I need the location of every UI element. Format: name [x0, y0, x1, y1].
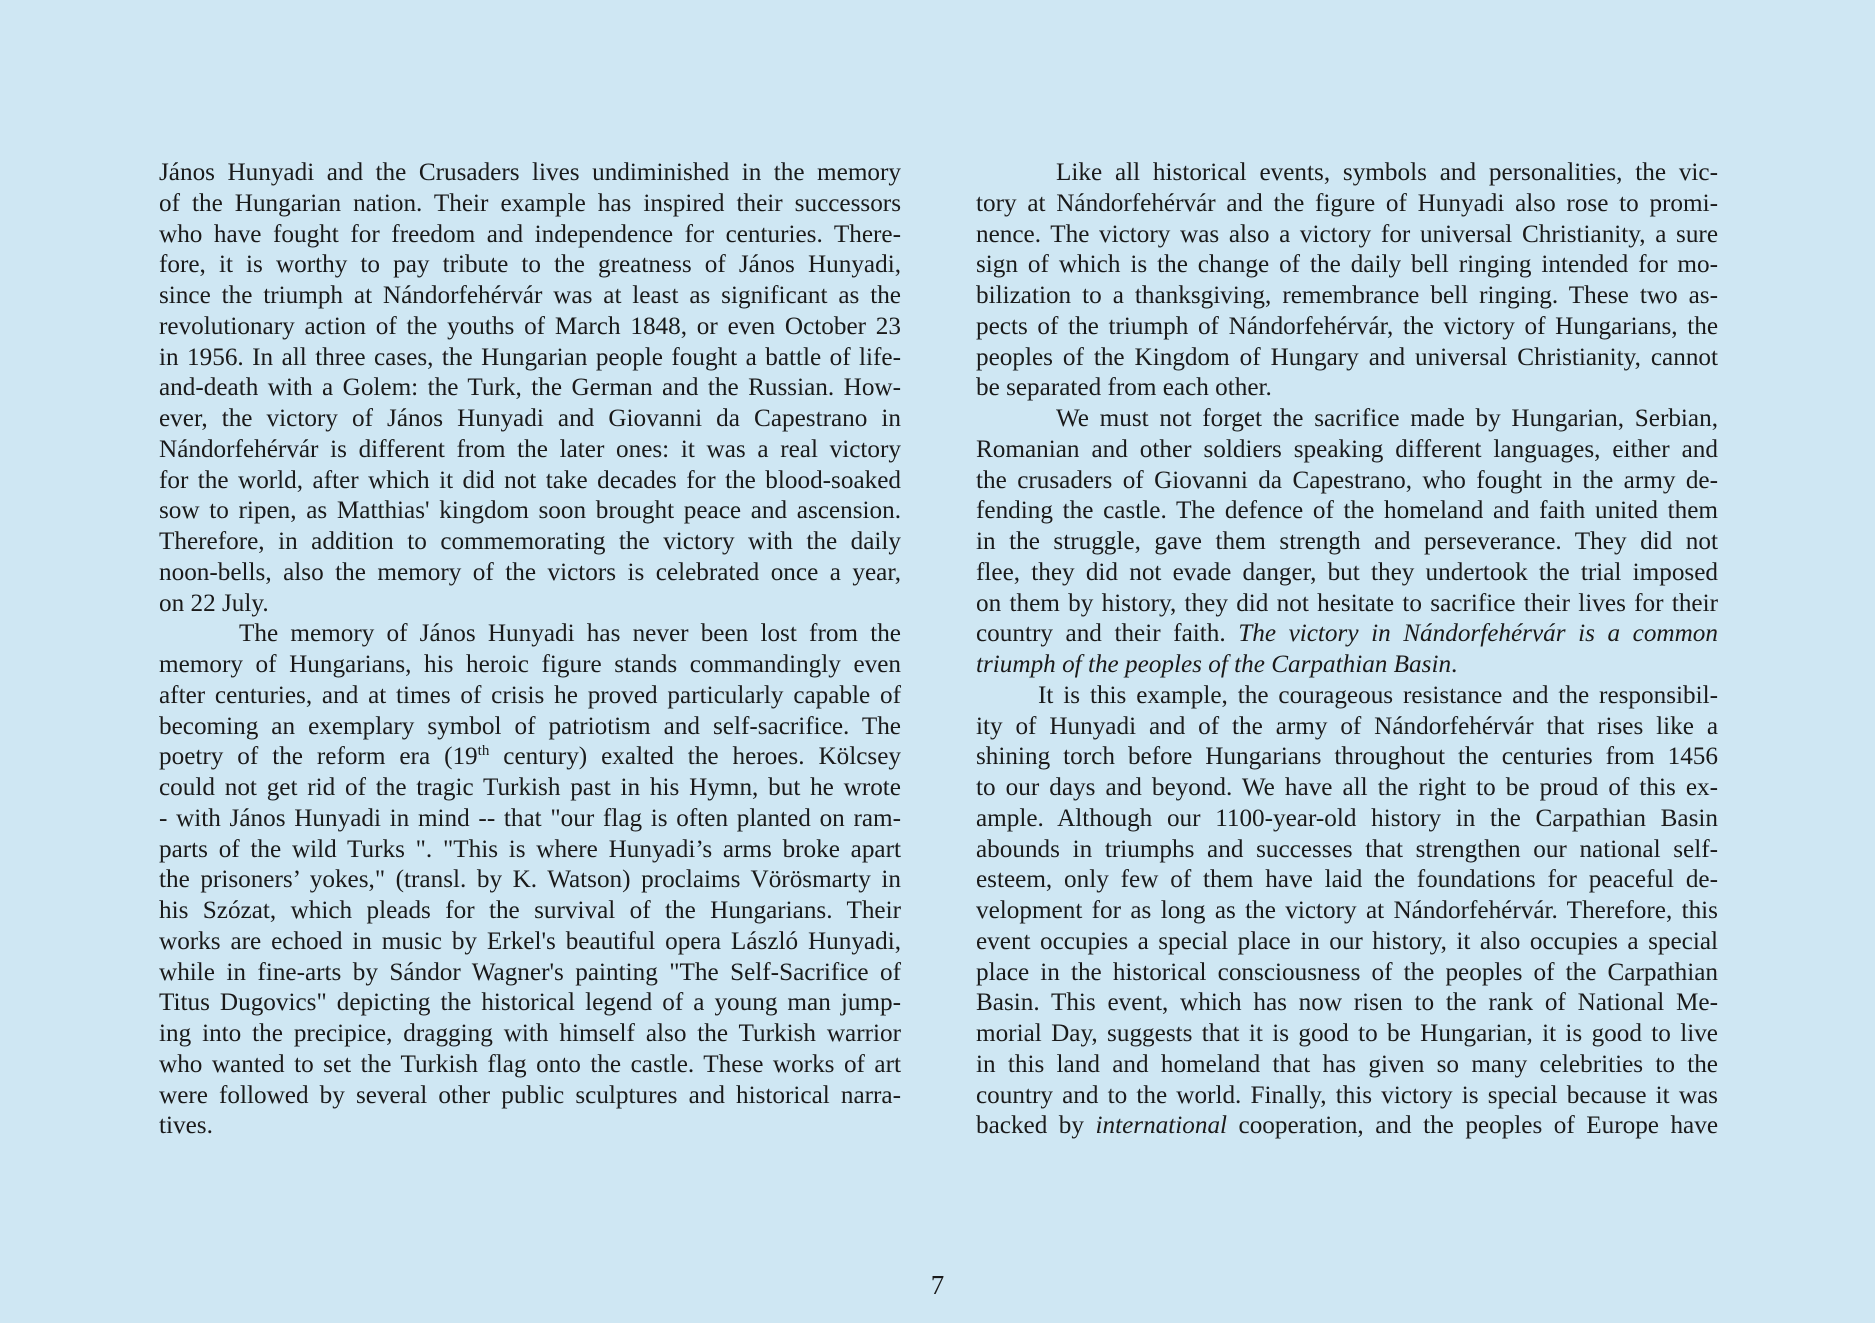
text-line: ever, the victory of János Hunyadi and Giovanni da Capestrano in: [159, 405, 901, 432]
text-segment: backed by: [976, 1112, 1096, 1140]
text-line: [159, 742, 901, 773]
text-line: since the triumph at Nándorfehérvár was at least as significant as the: [159, 282, 901, 309]
text-line: and-death with a Golem: the Turk, the German and the Russian. How-: [159, 374, 901, 402]
text-line: tory at Nándorfehérvár and the figure of Hunyadi also rose to promi-: [976, 189, 1718, 217]
page-number: 7: [930, 1270, 945, 1300]
text-line: parts of the wild Turks ". "This is where Hunyadi’s arms broke apart: [159, 835, 901, 863]
text-line: to our days and beyond. We have all the right to be proud of this ex-: [976, 774, 1718, 801]
text-segment: century) exalted the heroes. Kölcsey: [489, 743, 901, 771]
text-line: could not get rid of the tragic Turkish past in his Hymn, but he wrote: [159, 774, 901, 801]
text-line: who have fought for freedom and independence for centuries. There-: [159, 220, 901, 248]
text-line: tives.: [159, 1112, 213, 1140]
text-line: his Szózat, which pleads for the survival of the Hungarians. Their: [159, 897, 901, 924]
text-line: peoples of the Kingdom of Hungary and universal Christianity, cannot: [976, 343, 1718, 371]
text-line: morial Day, suggests that it is good to be Hungarian, it is good to live: [976, 1020, 1718, 1047]
superscript: th: [477, 743, 490, 760]
text-line: revolutionary action of the youths of March 1848, or even October 23: [159, 312, 901, 340]
text-line: [976, 1111, 1718, 1142]
text-line: country and to the world. Finally, this victory is special because it was: [976, 1081, 1718, 1109]
text-line: - with János Hunyadi in mind -- that "our flag is often planted on ram-: [159, 804, 901, 832]
text-line: Basin. This event, which has now risen to the rank of National Me-: [976, 989, 1718, 1017]
text-line: fending the castle. The defence of the homeland and faith united them: [976, 497, 1718, 525]
text-line: place in the historical consciousness of the peoples of the Carpathian: [976, 958, 1718, 986]
text-line: [976, 619, 1718, 650]
text-line: ing into the precipice, dragging with himself also the Turkish warrior: [159, 1020, 901, 1047]
text-line: nence. The victory was also a victory for universal Christianity, a sure: [976, 220, 1718, 248]
text-line: Like all historical events, symbols and personalities, the vic-: [1056, 159, 1718, 186]
text-line: sow to ripen, as Matthias' kingdom soon brought peace and ascension.: [159, 497, 901, 525]
italic-text: triumph of the peoples of the Carpathian Basin: [976, 651, 1452, 678]
text-line: after centuries, and at times of crisis he proved particularly capable of: [159, 681, 901, 709]
text-line: ample. Although our 1100-year-old history in the Carpathian Basin: [976, 804, 1718, 832]
text-line: Romanian and other soldiers speaking different languages, either and: [976, 435, 1718, 463]
text-line: event occupies a special place in our history, it also occupies a special: [976, 927, 1718, 955]
text-line: noon-bells, also the memory of the victors is celebrated once a year,: [159, 558, 901, 586]
text-line: velopment for as long as the victory at Nándorfehérvár. Therefore, this: [976, 897, 1718, 924]
text-line: bilization to a thanksgiving, remembrance bell ringing. These two as-: [976, 282, 1718, 309]
text-line: [976, 650, 1718, 681]
text-line: for the world, after which it did not take decades for the blood-soaked: [159, 466, 901, 494]
text-segment: cooperation, and the peoples of Europe have: [1227, 1112, 1719, 1140]
text-line: in this land and homeland that has given so many celebrities to the: [976, 1050, 1718, 1078]
text-line: the prisoners’ yokes," (transl. by K. Watson) proclaims Vörösmarty in: [159, 866, 901, 894]
text-line: flee, they did not evade danger, but they undertook the trial imposed: [976, 558, 1718, 586]
text-segment: country and their faith.: [976, 620, 1239, 648]
text-line: ity of Hunyadi and of the army of Nándorfehérvár that rises like a: [976, 712, 1718, 740]
text-line: who wanted to set the Turkish flag onto the castle. These works of art: [159, 1050, 901, 1078]
text-line: abounds in triumphs and successes that strengthen our national self-: [976, 835, 1718, 863]
text-line: Therefore, in addition to commemorating the victory with the daily: [159, 528, 901, 555]
text-line: in 1956. In all three cases, the Hungarian people fought a battle of life-: [159, 343, 901, 371]
text-line: of the Hungarian nation. Their example has inspired their successors: [159, 189, 901, 217]
text-line: on them by history, they did not hesitate to sacrifice their lives for their: [976, 589, 1718, 617]
text-segment: .: [1451, 651, 1458, 678]
text-line: the crusaders of Giovanni da Capestrano, who fought in the army de-: [976, 466, 1718, 494]
right-column: [976, 158, 1718, 1142]
italic-text: The victory in Nándorfehérvár is a common: [1238, 620, 1718, 648]
text-line: sign of which is the change of the daily bell ringing intended for mo-: [976, 251, 1718, 279]
text-line: fore, it is worthy to pay tribute to the greatness of János Hunyadi,: [159, 251, 901, 279]
text-line: It is this example, the courageous resistance and the responsibil-: [1038, 681, 1718, 709]
text-line: The memory of János Hunyadi has never been lost from the: [239, 620, 901, 648]
italic-text: international: [1095, 1112, 1228, 1140]
text-line: shining torch before Hungarians throughout the centuries from 1456: [976, 743, 1718, 771]
text-line: in the struggle, gave them strength and perseverance. They did not: [976, 528, 1718, 555]
text-line: on 22 July.: [159, 589, 269, 617]
text-line: while in fine-arts by Sándor Wagner's painting "The Self-Sacrifice of: [159, 958, 901, 986]
text-line: Nándorfehérvár is different from the later ones: it was a real victory: [159, 435, 901, 463]
text-line: memory of Hungarians, his heroic figure stands commandingly even: [159, 651, 901, 678]
text-line: works are echoed in music by Erkel's beautiful opera László Hunyadi,: [159, 927, 901, 955]
text-line: Titus Dugovics" depicting the historical legend of a young man jump-: [159, 989, 901, 1017]
text-line: pects of the triumph of Nándorfehérvár, the victory of Hungarians, the: [976, 312, 1718, 340]
text-line: becoming an exemplary symbol of patriotism and self-sacrifice. The: [159, 712, 901, 740]
text-segment: poetry of the reform era (19: [159, 743, 478, 771]
left-column: [159, 158, 901, 1142]
text-line: were followed by several other public sculptures and historical narra-: [159, 1081, 901, 1109]
text-line: János Hunyadi and the Crusaders lives undiminished in the memory: [159, 159, 901, 186]
text-line: be separated from each other.: [976, 374, 1272, 402]
text-line: We must not forget the sacrifice made by Hungarian, Serbian,: [1056, 405, 1718, 432]
text-line: esteem, only few of them have laid the foundations for peaceful de-: [976, 866, 1718, 894]
